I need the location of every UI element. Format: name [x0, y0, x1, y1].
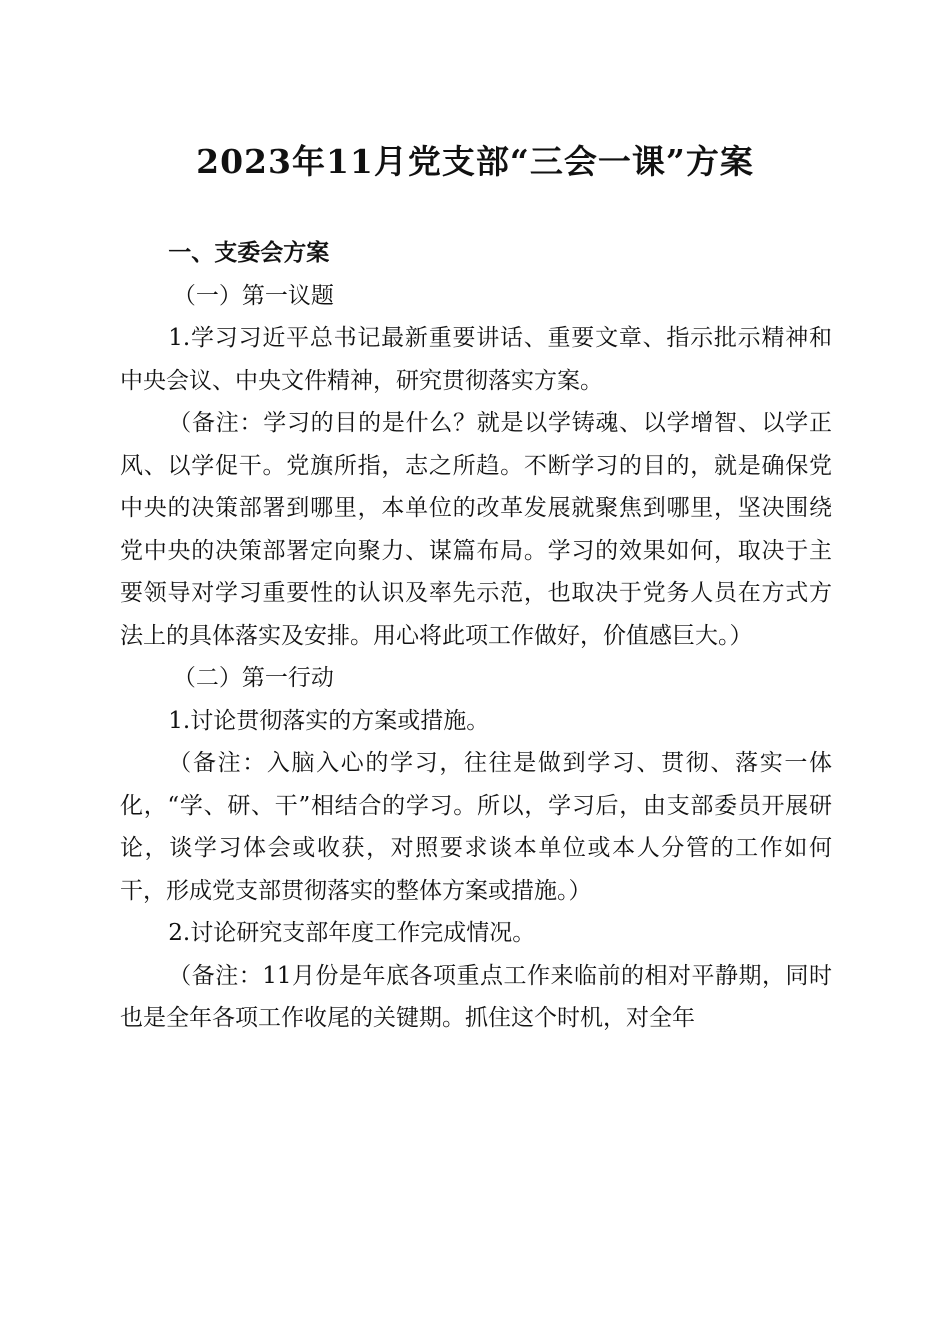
section-heading-branch-committee: 一、支委会方案	[168, 240, 330, 266]
subsection-heading-first-topic: （一）第一议题	[172, 282, 334, 309]
paragraph-note-november: （备注：11月份是年底各项重点工作来临前的相对平静期，同时也是全年各项工作收尾的关键期。抓住这个时机，对全年	[120, 962, 832, 1031]
subsection-heading-first-action: （二）第一行动	[172, 665, 334, 691]
paragraph-item-2-annual-work: 2.讨论研究支部年度工作完成情况。	[168, 920, 536, 946]
document-body	[120, 232, 832, 1040]
paragraph-item-1-study: 1.学习习近平总书记最新重要讲话、重要文章、指示批示精神和中央会议、中央文件精神，研究贯彻落实方案。	[120, 325, 832, 394]
paragraph-note-integration: （备注：入脑入心的学习，往往是做到学习、贯彻、落实一体化，“学、研、干”相结合的学习。所以，学习后，由支部委员开展研论，谈学习体会或收获，对照要求谈本单位或本人分管的工作如何干，形成党支部贯彻落实的整体方案或措施。）	[120, 750, 832, 904]
paragraph-item-1-discuss-plan: 1.讨论贯彻落实的方案或措施。	[168, 707, 490, 734]
document-title: 2023年11月党支部“三会一课”方案	[196, 142, 754, 181]
paragraph-note-study-purpose: （备注：学习的目的是什么？就是以学铸魂、以学增智、以学正风、以学促干。党旗所指，志之所趋。不断学习的目的，就是确保党中央的决策部署到哪里，本单位的改革发展就聚焦到哪里，坚决围绕党中央的决策部署定向聚力、谋篇布局。学习的效果如何，取决于主要领导对学习重要性的认识及率先示范，也取决于党务人员在方式方法上的具体落实及安排。用心将此项工作做好，价值感巨大。）	[120, 410, 832, 649]
